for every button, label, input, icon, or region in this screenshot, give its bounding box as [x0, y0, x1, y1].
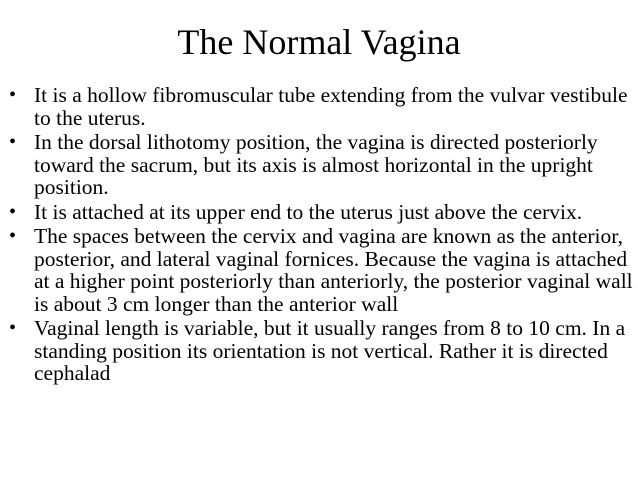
- slide-title: The Normal Vagina: [177, 22, 461, 62]
- bullet-item: [9, 225, 634, 315]
- bullet-text: It is a hollow fibromuscular tube extending from the vulvar vestibule to the uterus.: [34, 83, 628, 130]
- bullet-dot-icon: •: [9, 84, 17, 106]
- bullet-dot-icon: •: [9, 225, 17, 247]
- bullet-text: It is attached at its upper end to the uterus just above the cervix.: [34, 199, 583, 224]
- bullet-text: Vaginal length is variable, but it usually ranges from 8 to 10 cm. In a standing position its orientation is not vertical. Rather it is directed cephalad: [34, 316, 626, 385]
- bullet-list: [9, 84, 634, 387]
- bullet-dot-icon: •: [9, 200, 17, 223]
- bullet-item: [9, 317, 634, 385]
- bullet-dot-icon: •: [9, 131, 17, 153]
- bullet-text: In the dorsal lithotomy position, the vagina is directed posteriorly toward the sacrum, but its axis is almost horizontal in the upright position.: [34, 130, 598, 199]
- bullet-dot-icon: •: [9, 317, 17, 339]
- bullet-text: The spaces between the cervix and vagina are known as the anterior, posterior, and lateral vaginal fornices. Because the vagina is attached at a higher point posteriorly than anteriorly, the posterior vaginal wall is about 3 cm longer than the anterior wall: [34, 224, 633, 316]
- bullet-item: [9, 201, 634, 224]
- bullet-item: [9, 84, 634, 129]
- bullet-item: [9, 131, 634, 199]
